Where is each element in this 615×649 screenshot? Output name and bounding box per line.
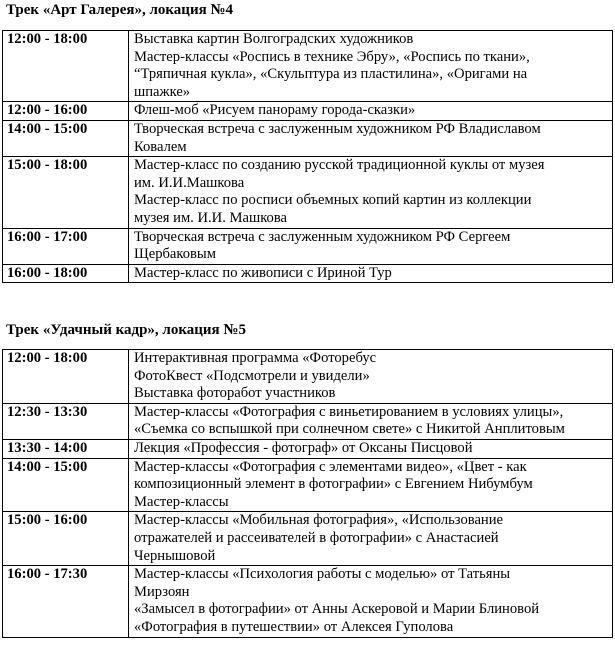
event-line: композиционный элемент в фотографии» с Евгением Нибумбум (134, 476, 533, 493)
event-line: шпажке» (134, 83, 191, 100)
event-description-cell (129, 102, 613, 121)
event-description-cell (129, 228, 613, 264)
event-description-cell (129, 157, 613, 228)
schedule-row (3, 228, 613, 264)
time-cell: 14:00 - 15:00 (3, 120, 129, 156)
time-cell: 16:00 - 17:00 (3, 228, 129, 264)
event-description-cell (129, 264, 613, 283)
event-description-cell (129, 512, 613, 566)
event-line: Мастер-классы «Фотография с виньетированием в условиях улицы», (134, 403, 564, 420)
event-description-cell (129, 458, 613, 512)
event-line: Мастер-классы «Фотография с элементами видео», «Цвет - как (134, 458, 527, 475)
time-cell: 12:00 - 18:00 (3, 350, 129, 404)
event-line: Лекция «Профессия - фотограф» от Оксаны Писцовой (134, 439, 473, 456)
time-cell: 12:30 - 13:30 (3, 403, 129, 439)
schedule-table (2, 349, 613, 638)
event-line: «Фотография в путешествии» от Алексея Гуполова (134, 618, 454, 635)
time-cell: 15:00 - 16:00 (3, 512, 129, 566)
schedule-row (3, 403, 613, 439)
schedule-row (3, 157, 613, 228)
event-line: музея им. И.И. Машкова (134, 209, 288, 226)
schedule-row (3, 102, 613, 121)
time-cell: 12:00 - 16:00 (3, 102, 129, 121)
event-line: им. И.И.Машкова (134, 174, 245, 191)
event-line: Выставка фоторабот участников (134, 385, 336, 402)
schedule-row (3, 439, 613, 458)
schedule-row (3, 31, 613, 102)
event-line: Выставка картин Волгоградских художников (134, 31, 414, 47)
event-line: «Съемка со вспышкой при солнечном свете» с Никитой Анплитовым (134, 421, 565, 438)
event-line: Интерактивная программа «Фоторебус (134, 350, 377, 366)
event-line: «Замысел в фотографии» от Анны Аскеровой и Марии Блиновой (134, 601, 540, 618)
time-cell: 15:00 - 18:00 (3, 157, 129, 228)
event-description-cell (129, 439, 613, 458)
schedule-row (3, 264, 613, 283)
event-line: Мастер-класс по живописи с Ириной Тур (134, 264, 392, 281)
event-line: Щербаковым (134, 246, 216, 263)
event-line: Мастер-класс по росписи объемных копий картин из коллекции (134, 192, 532, 209)
event-line: Чернышовой (134, 547, 216, 564)
schedule-row (3, 512, 613, 566)
event-line: Флеш-моб «Рисуем панораму города-сказки» (134, 102, 416, 119)
schedule-row (3, 120, 613, 156)
event-line: Ковалем (134, 138, 187, 155)
time-cell: 16:00 - 18:00 (3, 264, 129, 283)
time-cell: 16:00 - 17:30 (3, 566, 129, 637)
event-line: Мастер-классы «Психология работы с моделью» от Татьяны (134, 566, 511, 583)
schedule-table (2, 30, 613, 283)
schedule-row (3, 350, 613, 404)
event-line: Мастер-классы «Роспись в технике Эбру», «Роспись по ткани», (134, 48, 530, 65)
event-description-cell (129, 31, 613, 102)
event-line: Мастер-класс по созданию русской традиционной куклы от музея (134, 157, 545, 174)
event-description-cell (129, 566, 613, 637)
schedule-row (3, 566, 613, 637)
event-description-cell (129, 120, 613, 156)
time-cell: 12:00 - 18:00 (3, 31, 129, 102)
event-line: отражателей и рассеивателей в фотографии» с Анастасией (134, 529, 499, 546)
time-cell: 13:30 - 14:00 (3, 439, 129, 458)
event-line: Творческая встреча с заслуженным художником РФ Сергеем (134, 228, 511, 245)
event-line: ФотоКвест «Подсмотрели и увидели» (134, 367, 370, 384)
event-description-cell (129, 350, 613, 404)
event-line: Творческая встреча с заслуженным художником РФ Владиславом (134, 120, 541, 137)
event-line: “Тряпичная кукла», «Скульптура из пластилина», «Оригами на (134, 66, 528, 83)
event-line: Мастер-классы (134, 493, 229, 510)
event-line: Мирзоян (134, 583, 190, 600)
schedule-row (3, 458, 613, 512)
section-title: Трек «Арт Галерея», локация №4 (6, 2, 234, 18)
event-line: Мастер-классы «Мобильная фотография», «Использование (134, 512, 504, 529)
time-cell: 14:00 - 15:00 (3, 458, 129, 512)
event-description-cell (129, 403, 613, 439)
section-title: Трек «Удачный кадр», локация №5 (6, 322, 246, 338)
